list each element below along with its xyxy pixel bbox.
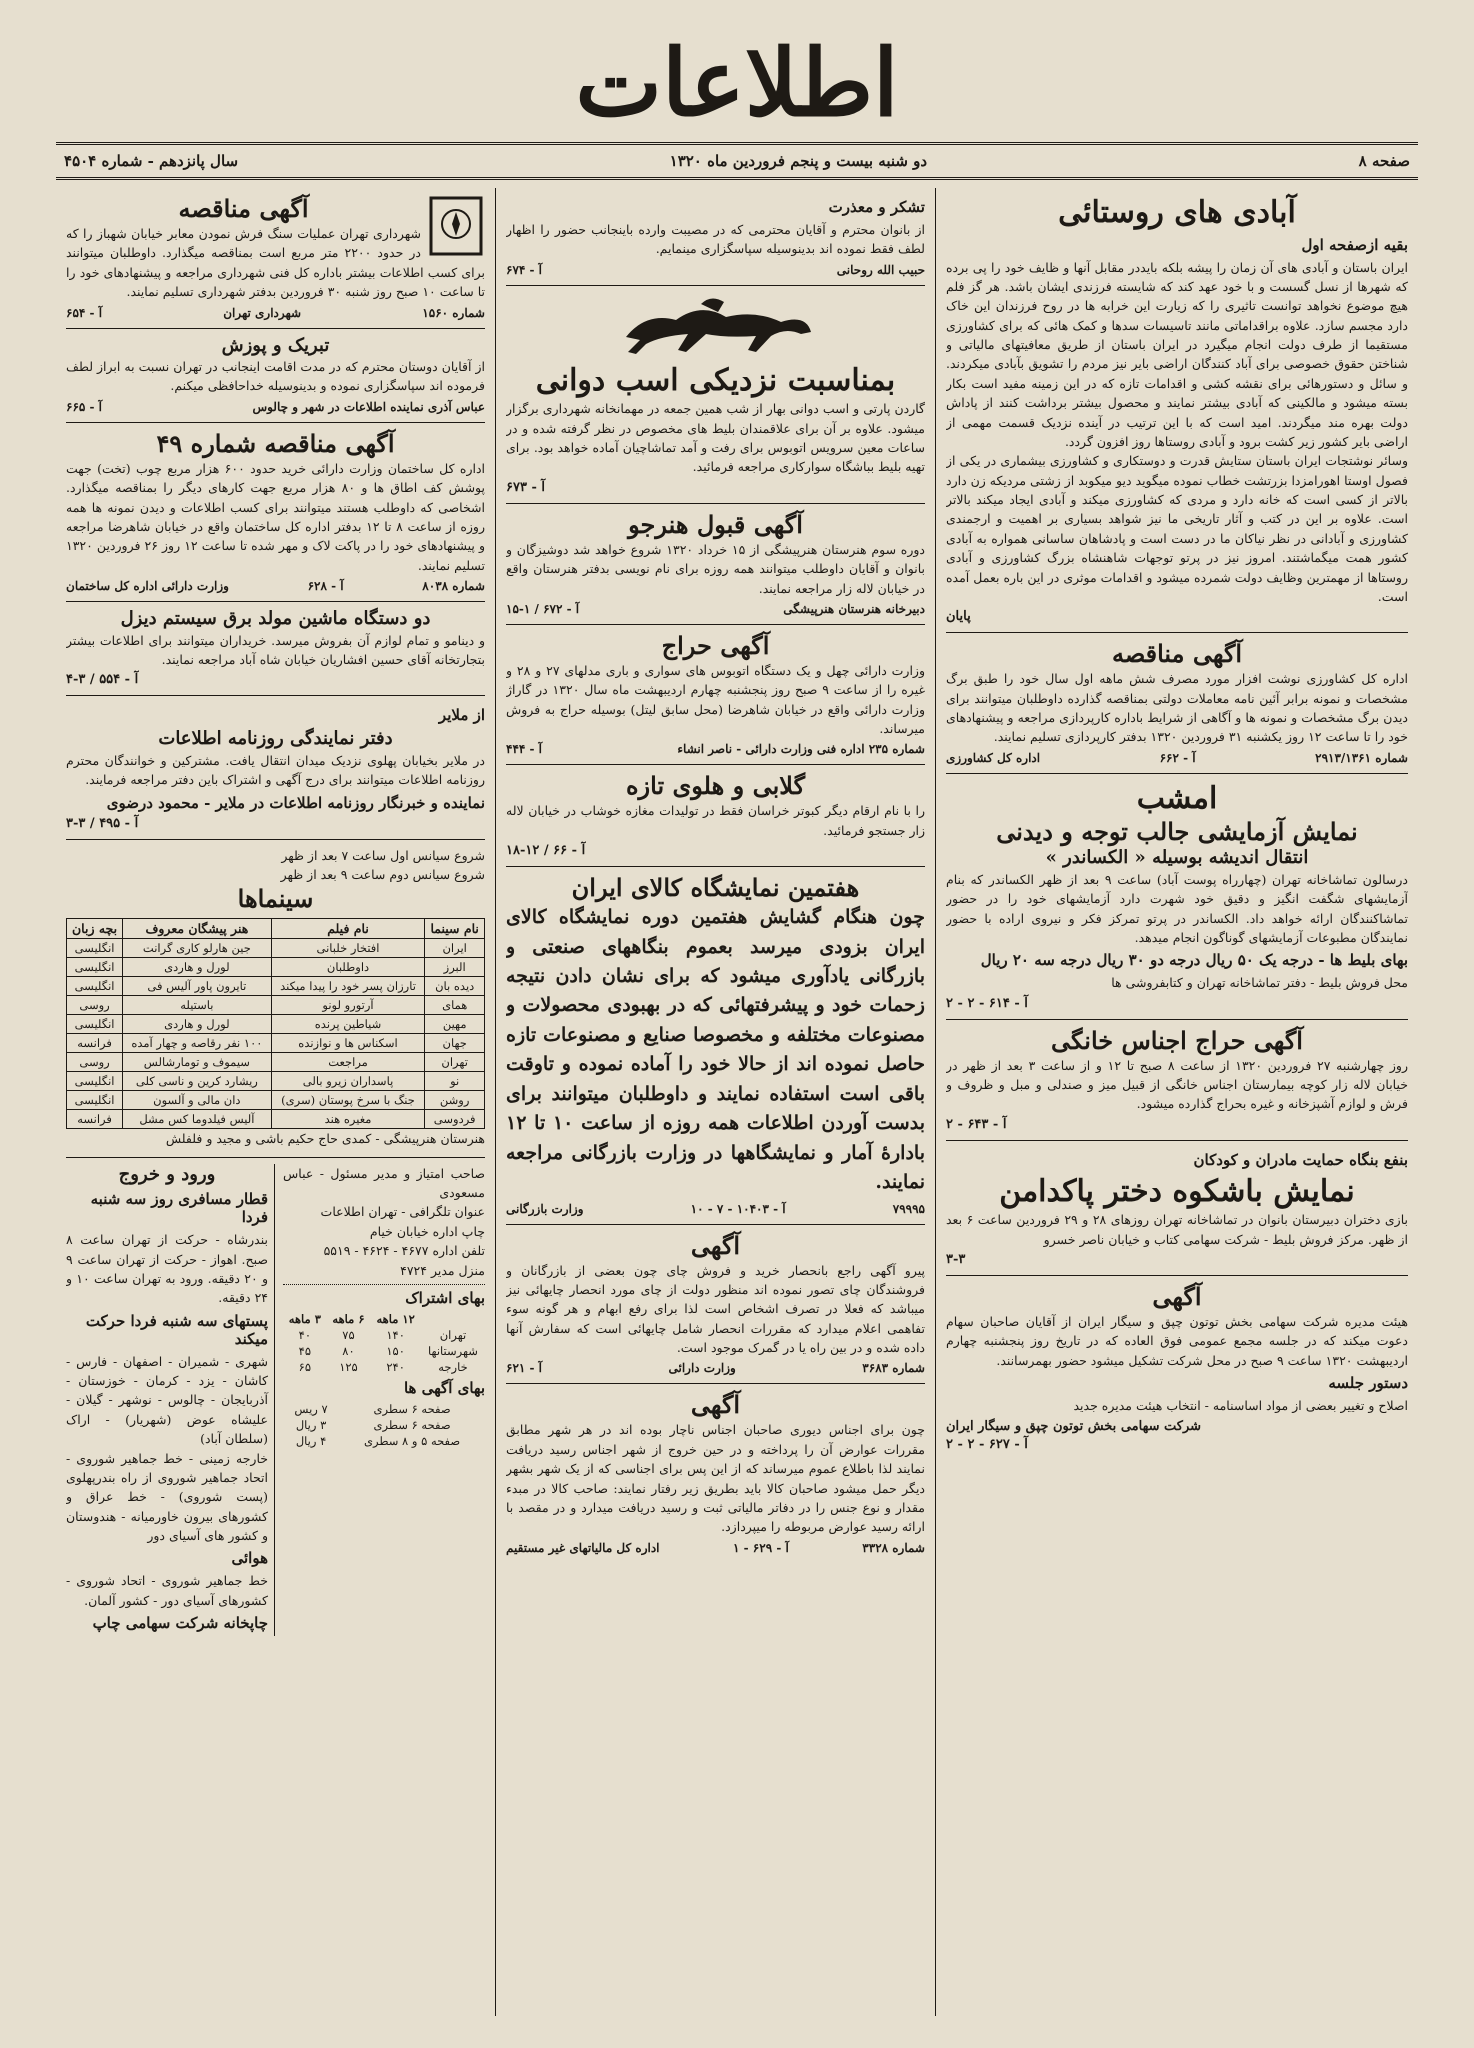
issue-date: دو شنبه بیست و پنجم فروردین ماه ۱۳۲۰ xyxy=(669,152,928,170)
page-number: صفحه ۸ xyxy=(1358,152,1410,170)
column-header: بچه زبان xyxy=(67,919,123,939)
table-row xyxy=(67,1034,485,1053)
right-column xyxy=(936,188,1418,2016)
ad-body: را با نام ارقام دیگر کبوتر خراسان فقط در تولیدات مغازه خوشاب در خیابان لاله زار جستجو فرمائید. xyxy=(506,803,925,838)
masthead xyxy=(56,24,1418,142)
column-header: ۶ ماهه xyxy=(332,1311,365,1326)
ad-ref-number: شماره ۳۳۲۸ xyxy=(862,1540,925,1555)
table-cell: فردوسی xyxy=(425,1110,485,1129)
table-row xyxy=(67,1072,485,1091)
newspaper-title: اطلاعات xyxy=(575,29,899,137)
article-body: گاردن پارتی و اسب دوانی بهار از شب همین جمعه در مهمانخانه شهرداری برگزار میشود. علاوه بر آن برای علاقمندان بلیط های مخصوص در نظر گرفته شده و در ساعات معین سرویس اتوبوس برای رفت و آمد تماشاچیان آماده خواهد بود. برای تهیه بلیط بباشگاه سوارکاری مراجعه فرمائید. xyxy=(506,401,925,475)
ad-prices-table xyxy=(283,1401,485,1449)
table-cell: البرز xyxy=(425,958,485,977)
ad-ref-number: شماره ۳۶۸۳ xyxy=(862,1361,925,1376)
colophon-info xyxy=(283,1164,485,1637)
ad-tax-notice xyxy=(506,1384,925,1562)
ad-body: و دینامو و تمام لوازم آن بفروش میرسد. خریداران میتوانند برای اطلاعات بیشتر بتجارتخانه آقای حسین افشاریان خیابان شاه آباد مراجعه نمایند. xyxy=(66,632,485,667)
table-cell: آرتورو لونو xyxy=(271,996,425,1015)
table-row xyxy=(67,1053,485,1072)
ad-body: از آقایان دوستان محترم که در مدت اقامت اینجانب در تهران نسبت به ابراز لطف فرموده اند سپاسگزاری نموده و بدینوسیله خداحافظی میکنم. xyxy=(66,359,485,394)
ad-place: محل فروش بلیط - دفتر تماشاخانه تهران و کتابفروشی ها xyxy=(1111,975,1408,991)
table-cell: صفحه ۶ سطری xyxy=(373,1417,451,1432)
ad-signature: حبیب الله روحانی xyxy=(836,262,925,277)
table-row xyxy=(283,1433,485,1449)
post-title: پستهای سه شنبه فردا حرکت میکند xyxy=(85,1311,268,1348)
ad-tea-monopoly xyxy=(506,1225,925,1385)
ad-ref-number: ۷۹۹۹۵ xyxy=(892,1201,925,1216)
column-header: ۱۲ ماهه xyxy=(376,1311,415,1326)
ad-signature: وزارت دارائی xyxy=(668,1361,736,1376)
table-cell: اسکناس ها و نوازنده xyxy=(271,1034,425,1053)
table-row xyxy=(283,1401,485,1417)
table-cell: تارزان پسر خود را پیدا میکند xyxy=(271,977,425,996)
transport-subtitle: قطار مسافری روز سه شنبه فردا xyxy=(90,1190,268,1227)
column-header: ۳ ماهه xyxy=(288,1311,321,1326)
table-cell: روسی xyxy=(67,1053,123,1072)
table-row xyxy=(67,996,485,1015)
table-row xyxy=(283,1343,485,1359)
table-cell: شیاطین پرنده xyxy=(271,1015,425,1034)
cinema-table-body xyxy=(67,939,485,1129)
ad-label: از ملایر xyxy=(438,706,485,725)
table-cell: داوطلبان xyxy=(271,958,425,977)
cinema-table xyxy=(66,918,485,1129)
ad-farewell xyxy=(66,329,485,423)
ad-ref-code: آ - ۱۰۴۰۳ - ۷ - ۱۰ xyxy=(690,1201,786,1216)
table-cell: جنگ با سرخ پوستان (سری) xyxy=(271,1091,425,1110)
table-cell: ۱۲۵ xyxy=(339,1359,358,1374)
table-cell: انگلیسی xyxy=(67,958,123,977)
table-cell: مهین xyxy=(425,1015,485,1034)
ad-body: بازی دختران دبیرستان بانوان در تماشاخانه تهران روزهای ۲۸ و ۲۹ فروردین ساعت ۶ بعد از ظهر. مرکز فروش بلیط - شرکت سهامی کتاب و خیابان ناصر خسرو xyxy=(946,1212,1408,1247)
ad-prices: بهای بلیط ها - درجه یک ۵۰ ریال درجه دو ۳۰ ریال درجه سه ۲۰ ریال xyxy=(980,951,1408,970)
ad-signature: شهرداری تهران xyxy=(223,305,302,320)
ad-code: آ - ۵۵۴ / ۳-۴ xyxy=(66,672,139,688)
print-line: چاپ اداره خیابان خیام xyxy=(369,1223,485,1239)
ad-headline: نمایش باشکوه دختر پاکدامن xyxy=(999,1173,1355,1209)
ad-body: اداره کل ساختمان وزارت دارائی خرید حدود ۶۰۰ هزار مربع چوب (تخت) جهت پوشش کف اطاق ها و ۸۰ هزار مربع جهت کارهای دیگر را بمناقصه میگذارد. اشخاصی که داوطلب هستند میتوانند برای کسب اطلاعات و دیدن نمونه ها همه روزه از ساعت ۸ تا ۱۲ بدفتر اداره کل ساختمان واقع در خیابان شاهرضا مراجعه و پیشنهادهای خود را در پاکت لاک و مهر شده تا ساعت ۱۲ روز ۲۶ فروردین ۱۳۲۰ تسلیم نمایند. xyxy=(66,460,485,573)
table-cell: ۳ ریال xyxy=(295,1417,327,1432)
municipality-seal-icon xyxy=(427,194,485,258)
ad-code: آ - ۶۶ / ۱۲-۱۸ xyxy=(506,843,586,859)
table-cell: نو xyxy=(425,1072,485,1091)
ad-body: چون هنگام گشایش هفتمین دوره نمایشگاه کالای ایران بزودی میرسد بعموم بنگاههای صنعتی و بازرگانی یادآوری میشود که برای نشان دادن نتیجه زحمات خود و پیشرفتهائی که در بهبودی محصولات و مصنوعات مختلفه و مخصوصا صنایع و مصنوعات تازه حاصل نموده اند از حالا خود را آماده نموده و تاوقت باقی است استفاده نمایند و داوطلبان میتوانند برای بدست آوردن اطلاعات همه روزه از ساعت ۱۰ تا ۱۲ بادارهٔ آمار و نمایشگاهها در وزارت بازرگانی مراجعه نمایند. xyxy=(506,906,925,1194)
ad-tender-49 xyxy=(66,423,485,602)
cinema-listings xyxy=(66,840,485,1158)
ad-signature: دبیرخانه هنرستان هنرپیشگی xyxy=(783,601,925,616)
ad-malayer-office xyxy=(66,696,485,839)
table-cell: ۱۰۰ نفر رقاصه و چهار آمده xyxy=(123,1034,272,1053)
ad-household-auction xyxy=(946,1020,1408,1141)
subscription-table xyxy=(283,1311,485,1375)
ad-title: دو دستگاه ماشین مولد برق سیستم دیزل xyxy=(120,608,431,629)
table-cell: روشن xyxy=(425,1091,485,1110)
column-header: نام فیلم xyxy=(271,919,425,939)
table-cell: ۴۰ xyxy=(298,1327,311,1342)
table-header-row xyxy=(283,1311,485,1327)
table-cell: روسی xyxy=(67,996,123,1015)
ad-exhibition xyxy=(506,867,925,1224)
ad-title: هفتمین نمایشگاه کالای ایران xyxy=(571,873,860,903)
ad-signature: شرکت سهامی بخش توتون چپق و سیگار ایران xyxy=(946,1418,1202,1434)
ad-code: ۳-۳ xyxy=(946,1252,966,1267)
post-body: شهری - شمیران - اصفهان - فارس - کاشان - یزد - کرمان - خوزستان - آذربایجان - چالوس - نوشهر - گیلان - علیشاه عوض (شهریار) - اراک (سلطان آباد) xyxy=(66,1353,268,1447)
ad-body: شهرداری تهران عملیات سنگ فرش نمودن معابر خیابان شهباز را که در حدود ۲۲۰۰ متر مربع است بمناقصه میگذارد. داوطلبان میتوانند برای کسب اطلاعات بیشتر باداره کل فنی شهرداری مراجعه و پیشنهادهای خود را تا ساعت ۱۰ صبح روز شنبه ۳۰ فروردین بدفتر شهرداری تسلیم نمایند. xyxy=(66,226,485,300)
ad-code xyxy=(66,400,485,414)
ad-prices-title: بهای آگهی ها xyxy=(403,1378,485,1397)
column-header xyxy=(421,1311,485,1327)
article-end: پایان xyxy=(946,609,971,625)
ad-code xyxy=(506,263,925,277)
ad-body: چون برای اجناس دیوری صاحبان اجناس ناچار بوده اند در هر شهر مطابق مقررات عوارض آن را پرداخته و در حین خروج از شهر اجناس رسید دریافت نمایند لذا باطلاع عموم میرساند که از این پس برای اجناسی که از یک شهر بشهر دیگر حمل میشود صاحبان کالا باید بطریق زیر رفتار نمایند: صاحب کالا در مبدء مقدار و نوع جنس را در دفاتر مالیاتی ثبت و رسید دریافت میدارد و در مقصد با ارائه رسید عوارض مربوطه را میپردازد. xyxy=(506,1422,925,1535)
air-post-body: خط جماهیر شوروی - اتحاد شوروی - کشورهای آسیای دور - کشور آلمان. xyxy=(66,1573,268,1608)
ad-ref-number: شماره ۸۰۳۸ xyxy=(422,579,485,593)
table-cell: ایران xyxy=(425,939,485,958)
cinema-first-show: شروع سیانس اول ساعت ۷ بعد از ظهر xyxy=(281,847,485,863)
table-row xyxy=(283,1417,485,1433)
table-cell: ۲۴۰ xyxy=(386,1359,405,1374)
table-cell: سیموف و تومارشالس xyxy=(123,1053,272,1072)
phone-line: تلفن اداره ۴۶۷۷ - ۴۶۲۴ - ۵۵۱۹ xyxy=(323,1243,485,1259)
ad-signature: اداره کل مالیاتهای غیر مستقیم xyxy=(506,1540,660,1555)
table-cell: دیده بان xyxy=(425,977,485,996)
ad-code xyxy=(66,579,485,593)
column-header: نام سینما xyxy=(425,919,485,939)
ad-fresh-fruit xyxy=(506,765,925,867)
cinema-note: هنرستان هنرپیشگی - کمدی حاج حکیم باشی و مجید و فلفلش xyxy=(165,1131,485,1147)
table-row xyxy=(67,1091,485,1110)
columns xyxy=(56,188,1418,2016)
ad-ref-code: آ - ۶۷۲ / ۱-۱۵ xyxy=(506,601,580,616)
table-cell: باستیله xyxy=(123,996,272,1015)
ad-signature: وزارت بازرگانی xyxy=(506,1201,584,1216)
horse-race-illustration xyxy=(606,292,826,362)
table-cell: لورل و هاردی xyxy=(123,958,272,977)
manager-phone-line: منزل مدیر ۴۷۲۴ xyxy=(400,1262,485,1278)
ad-title: تبریک و پوزش xyxy=(221,334,330,356)
ad-title: تشکر و معذرت xyxy=(828,198,925,216)
table-cell: انگلیسی xyxy=(67,939,123,958)
table-cell: پاسداران زیرو بالی xyxy=(271,1072,425,1091)
ad-tonight xyxy=(946,774,1408,1020)
table-cell: ۴۵ xyxy=(298,1343,311,1358)
ad-ref-code: آ - ۶۷۴ xyxy=(506,262,543,277)
column-header: هنر پیشگان معروف xyxy=(123,919,272,939)
ad-headline: نمایش آزمایشی جالب توجه و دیدنی xyxy=(996,817,1358,847)
table-header-row xyxy=(67,919,485,939)
table-cell: انگلیسی xyxy=(67,1015,123,1034)
ad-prices-body xyxy=(283,1401,485,1449)
ad-body: هیئت مدیره شرکت سهامی بخش توتون چپق و سیگار ایران از آقایان صاحبان سهام دعوت میکند که در جلسه مجمع عمومی فوق العاده که در تاریخ روز پنجشنبه چهارم اردیبهشت ۱۳۲۰ ساعت ۹ صبح در محل شرکت تشکیل میشود حضور بهمرسانند. xyxy=(946,1314,1408,1368)
article-subtitle: بقیه ازصفحه اول xyxy=(1301,235,1408,254)
ad-tender-municipality xyxy=(66,188,485,329)
table-row xyxy=(67,977,485,996)
ad-signature: وزارت دارائی اداره کل ساختمان xyxy=(66,579,229,593)
article-code: آ - ۶۷۳ xyxy=(506,479,546,495)
ad-code xyxy=(66,306,485,320)
table-cell: مغیره هند xyxy=(271,1110,425,1129)
ad-body: روز چهارشنبه ۲۷ فروردین ۱۳۲۰ از ساعت ۸ صبح تا ۱۲ و از ساعت ۳ بعد از ظهر در خیابان لاله زار کوچه بیمارستان اجناس خانگی از قبیل میز و صندلی و مبل و ظروف و فرش و لوازم آشپزخانه و غیره بحراج گذارده میشود. xyxy=(946,1057,1408,1112)
table-cell: دان مالی و آلسون xyxy=(123,1091,272,1110)
ad-code xyxy=(506,1361,925,1375)
ad-title: آگهی xyxy=(1152,1282,1202,1311)
table-cell: لورل و هاردی xyxy=(123,1015,272,1034)
ad-ref-number: شماره ۲۹۱۳/۱۳۶۱ xyxy=(1315,750,1408,765)
table-cell: صفحه ۵ و ۸ سطری xyxy=(363,1433,461,1448)
ad-ref-code: آ - ۶۲۱ xyxy=(506,1361,543,1376)
table-cell: همای xyxy=(425,996,485,1015)
ad-title: آگهی حراج xyxy=(661,630,770,660)
ad-code xyxy=(506,1202,925,1216)
ad-title: دفتر نمایندگی روزنامه اطلاعات xyxy=(158,728,393,750)
table-row xyxy=(283,1359,485,1375)
telegraph-line: عنوان تلگرافی - تهران اطلاعات xyxy=(320,1204,485,1220)
ad-title: آگهی مناقصه xyxy=(1111,639,1243,669)
table-cell: ریشارد کرین و ناسی کلی xyxy=(123,1072,272,1091)
ad-ref-code: آ - ۴۴۴ xyxy=(506,742,543,757)
ad-title: آگهی حراج اجناس خانگی xyxy=(1051,1025,1303,1055)
table-cell: تهران xyxy=(439,1327,467,1342)
table-cell: ۶۵ xyxy=(298,1359,311,1374)
table-row xyxy=(283,1327,485,1343)
ad-signature: عباس آذری نماینده اطلاعات در شهر و چالوس xyxy=(252,399,485,414)
ad-charity-show xyxy=(946,1141,1408,1276)
ad-code: آ - ۶۴۳ - ۲ xyxy=(946,1116,1007,1132)
ad-generator xyxy=(66,602,485,696)
article-abadi xyxy=(946,188,1408,633)
ad-subtitle: بنفع بنگاه حمایت مادران و کودکان xyxy=(1193,1150,1408,1169)
ad-code: آ - ۶۲۷ - ۲ - ۲ xyxy=(946,1436,1028,1452)
ad-code: آ - ۶۱۴ - ۲ - ۲ xyxy=(946,995,1028,1011)
ad-ref-code: آ - ۶۲۸ xyxy=(307,579,344,593)
ad-acting-school xyxy=(506,504,925,625)
transport-info xyxy=(66,1164,275,1637)
ad-title: آگهی قبول هنرجو xyxy=(628,509,803,539)
table-cell: ۴ ریال xyxy=(295,1433,327,1448)
ad-ref-code: آ - ۶۶۵ xyxy=(66,399,103,414)
table-cell: خارجه xyxy=(438,1359,468,1374)
article-body: ایران باستان و آبادی های آن زمان را پیشه بلکه بایددر مقابل آنها و ظایف خود را پی برده که شهرها از نسل گسست و با خود عهد کند که شایسته فرزندی ایشان باشد. هر گز فلم هیچ موضوع نخواهد توانست تاثیری را که زیارت این خرابه ها در روح فرزندان این خاک دارد مجسم سازد. علاوه براقداماتی مانند تاسیسات سدها و کمک هائی که برای کشاورزی مستقیما از طرف دولت انجام میگیرد در ایران باستان از طریق معافیتهای مالیاتی و شناختن حقوق خصوصی برای آباد کنندگان اراضی بایر نیز مردم را تشویق بآبادی میکردند. و سائل و دستورهائی برای نقشه کشی و اقدامات تازه که در این زمینه مفید است بکار بسته میشود و مالکینی که آبادی بیشتر نمایند و محصول بیشتر برداشت کنند از پاداش دولت بهره مند میگردند. امید است که با این ترتیب در آینده نزدیک قسمت مهمی از اراضی بایر کشور زیر کشت برود و آبادی روستاها روز افزون گردد. xyxy=(946,259,1408,449)
table-row xyxy=(67,1110,485,1129)
ad-title: آگهی مناقصه xyxy=(178,194,309,223)
table-row xyxy=(67,1015,485,1034)
ad-title: آگهی xyxy=(690,1390,741,1420)
table-cell: انگلیسی xyxy=(67,977,123,996)
ad-subheadline: انتقال اندیشه بوسیله « الکساندر » xyxy=(1045,847,1309,869)
table-cell: فرانسه xyxy=(67,1034,123,1053)
ad-ref-number: شماره ۱۵۶۰ xyxy=(422,305,485,320)
foreign-post-body: خارجه زمینی - خط جماهیر شوروی - اتحاد جماهیر شوروی از راه بندرپهلوی (پست شوروی) - خط عراق و کشورهای بیرون خاورمیانه - هندوستان و کشور های آسیای دور xyxy=(66,1450,268,1543)
table-cell: انگلیسی xyxy=(67,1072,123,1091)
table-cell: جهان xyxy=(425,1034,485,1053)
table-cell: افتخار خلبانی xyxy=(271,939,425,958)
table-cell: تهران xyxy=(425,1053,485,1072)
ad-body: در ملایر بخیابان پهلوی نزدیک میدان انتقال یافت. مشترکین و خوانندگان محترم روزنامه اطلاعات میتوانند برای درج آگهی و اشتراک باین دفتر مراجعه فرمایند. xyxy=(66,752,485,788)
cinema-second-show: شروع سیانس دوم ساعت ۹ بعد از ظهر xyxy=(280,866,485,882)
ad-title: آگهی xyxy=(690,1230,741,1260)
ad-ref-number: شماره ۲۳۵ اداره فنی وزارت دارائی - ناصر انشاء xyxy=(677,742,925,757)
ad-ref-code: آ - ۶۶۲ xyxy=(1159,750,1196,765)
table-cell: جین هارلو کاری گرانت xyxy=(123,939,272,958)
ad-title: آگهی مناقصه شماره ۴۹ xyxy=(156,428,395,458)
issue-number: سال پانزدهم - شماره ۴۵۰۴ xyxy=(64,152,239,170)
colophon xyxy=(66,1158,485,1645)
ad-code xyxy=(506,602,925,616)
article-title: آبادی های روستائی xyxy=(1058,195,1296,230)
ad-bus-auction xyxy=(506,625,925,766)
dateline xyxy=(56,142,1418,180)
ad-code xyxy=(506,742,925,756)
table-cell: مراجعت xyxy=(271,1053,425,1072)
ad-body: پیرو آگهی راجع بانحصار خرید و فروش چای چون بعضی از بازرگانان و فروشندگان چای تصور نموده اند منظور دولت از چای مورد انحصار چایهائی نیز میباشد که فعلا در تصرف اشخاص است لذا برای رفع ابهام و هر گونه سوء تفاهمی اعلام میدارد که مقررات انحصار شامل چایهائی است که سفارش آنها داده شده و در بین راه یا در گمرک موجود است. xyxy=(506,1262,925,1355)
table-row xyxy=(67,939,485,958)
printing-house: چاپخانه شرکت سهامی چاپ xyxy=(92,1614,268,1633)
transport-title: ورود و خروج xyxy=(118,1163,216,1185)
table-cell: فرانسه xyxy=(67,1110,123,1129)
table-cell: ۷ ریس xyxy=(294,1401,328,1416)
ad-body: دوره سوم هنرستان هنرپیشگی از ۱۵ خرداد ۱۳۲۰ شروع خواهد شد دوشیزگان و بانوان و آقایان داوطلب میتوانند همه روزه برای نام نویسی بدفتر هنرستان واقع در خیابان لاله زار مراجعه نمایند. xyxy=(506,541,925,596)
table-cell: شهرستانها xyxy=(428,1343,478,1358)
middle-column xyxy=(496,188,936,2016)
ad-shareholders xyxy=(946,1276,1408,1460)
air-post-title: هوائی xyxy=(231,1549,268,1568)
owner-line: صاحب امتیاز و مدیر مسئول - عباس مسعودی xyxy=(283,1165,485,1200)
table-row xyxy=(67,958,485,977)
table-cell: ۱۵۰ xyxy=(386,1343,405,1358)
cinema-title: سینماها xyxy=(237,884,314,914)
table-cell: ۱۴۰ xyxy=(386,1327,405,1342)
article-title: بمناسبت نزدیکی اسب دوانی xyxy=(535,362,896,398)
ad-agenda-title: دستور جلسه xyxy=(1328,1374,1408,1393)
ad-ref-code: آ - ۶۲۹ - ۱ xyxy=(733,1540,789,1555)
subscription-title: بهای اشتراک xyxy=(405,1288,485,1307)
ad-body: اداره کل کشاورزی نوشت افزار مورد مصرف شش ماهه اول سال خود را طبق برگ مشخصات و نمونه برابر آئین نامه معاملات دولتی بمناقصه گذارده داوطلبان میتوانند برای دیدن برگ مشخصات و نمونه ها و آگاهی از شرایط باداره کارپردازی مراجعه و پیشنهادهای خود را تا ساعت ۱۲ روز یکشنبه ۳۱ فروردین ۱۳۲۰ بدفتر کارپردازی تسلیم نمایند. xyxy=(946,671,1408,745)
ad-title: گلابی و هلوی تازه xyxy=(625,771,806,801)
ad-ref-code: آ - ۶۵۴ xyxy=(66,305,103,320)
table-cell: ۷۵ xyxy=(342,1327,355,1342)
table-cell: ۸۰ xyxy=(342,1343,355,1358)
table-cell: تایرون پاور آلیس فی xyxy=(123,977,272,996)
table-cell: آلیس فیلدوما کس مشل xyxy=(123,1110,272,1129)
ad-code: آ - ۴۹۵ / ۳-۳ xyxy=(66,815,139,831)
ad-signature: نماینده و خبرنگار روزنامه اطلاعات در ملایر - محمود درضوی xyxy=(106,793,485,812)
article-body-continued: وسائر نوشتجات ایران باستان ستایش قدرت و دوستکاری و کشاورزی بیشماری در یکی از فصول اوستا اهورامزدا بزرتشت خطاب نموده میگوید دیو میکوبد از زشتی مردیکه زن دارد بالاتر از کسی است که خانه دارد و مردی که کشاورزی میکند و آبادی ایجاد میکند بالاتر است. علاوه بر این در کتب و آثار تاریخی ما نیز شواهد بسیاری بر اهمیت و ارجمندی کشاورزی و آبادانی در نظر نیاکان ما در دست است و پادشاهان ساسانی همواره به آبادی کشور همت میگماشتند. امروز نیز در پرتو توجهات شاهنشاه بزرگ کشاورزی و آبادی روستاها از مهمترین وظایف دولت شمرده میشود و اقدامات موثری در این باره بعمل آمده است. xyxy=(946,453,1408,604)
subscription-body xyxy=(283,1327,485,1375)
ad-body: از بانوان محترم و آقایان محترمی که در مصیبت وارده باینجانب حضور را اظهار لطف فقط نموده اند بدینوسیله سپاسگزاری مینمایم. xyxy=(506,222,925,257)
ad-tender-agriculture xyxy=(946,633,1408,774)
table-cell: انگلیسی xyxy=(67,1091,123,1110)
transport-body: بندرشاه - حرکت از تهران ساعت ۸ صبح. اهواز - حرکت از تهران ساعت ۹ و ۲۰ دقیقه. ورود به تهران ساعت ۱۰ و ۲۴ دقیقه. xyxy=(66,1232,268,1306)
left-column xyxy=(56,188,496,2016)
ad-agenda-body: اصلاح و تغییر بعضی از مواد اساسنامه - انتخاب هیئت مدیره جدید xyxy=(1073,1398,1408,1414)
ad-thanks xyxy=(506,188,925,286)
ad-signature: اداره کل کشاورزی xyxy=(946,750,1041,765)
ad-code xyxy=(506,1541,925,1555)
divider xyxy=(283,1284,485,1285)
ad-code xyxy=(946,751,1408,765)
article-horse-race xyxy=(506,286,925,504)
ad-title: امشب xyxy=(1136,780,1218,816)
ad-body: درسالون تماشاخانه تهران (چهارراه پوست آباد) ساعت ۹ بعد از ظهر الکساندر که بنام آزمایشهای شگفت انگیز و دقیق خود شهرت دارد آزمایشهای خود را در حضور تماشاکنندگان ارائه خواهد داد. الکساندر در پرتو تمرکز فکر و نیروی اراده با حضور نمایندگان مطبوعات آزمایشهای گوناگون انجام میدهد. xyxy=(946,871,1408,945)
ad-body: وزارت دارائی چهل و یک دستگاه اتوبوس های سواری و باری مدلهای ۲۷ و ۲۸ و غیره را از ساعت ۹ صبح روز پنجشنبه چهارم اردیبهشت ماه سال ۱۳۲۰ در گاراژ وزارت دارائی واقع در خیابان شاهرضا (محل سابق لیتل) بوسیله حراج به فروش میرساند. xyxy=(506,662,925,736)
table-cell: صفحه ۶ سطری xyxy=(373,1401,451,1416)
